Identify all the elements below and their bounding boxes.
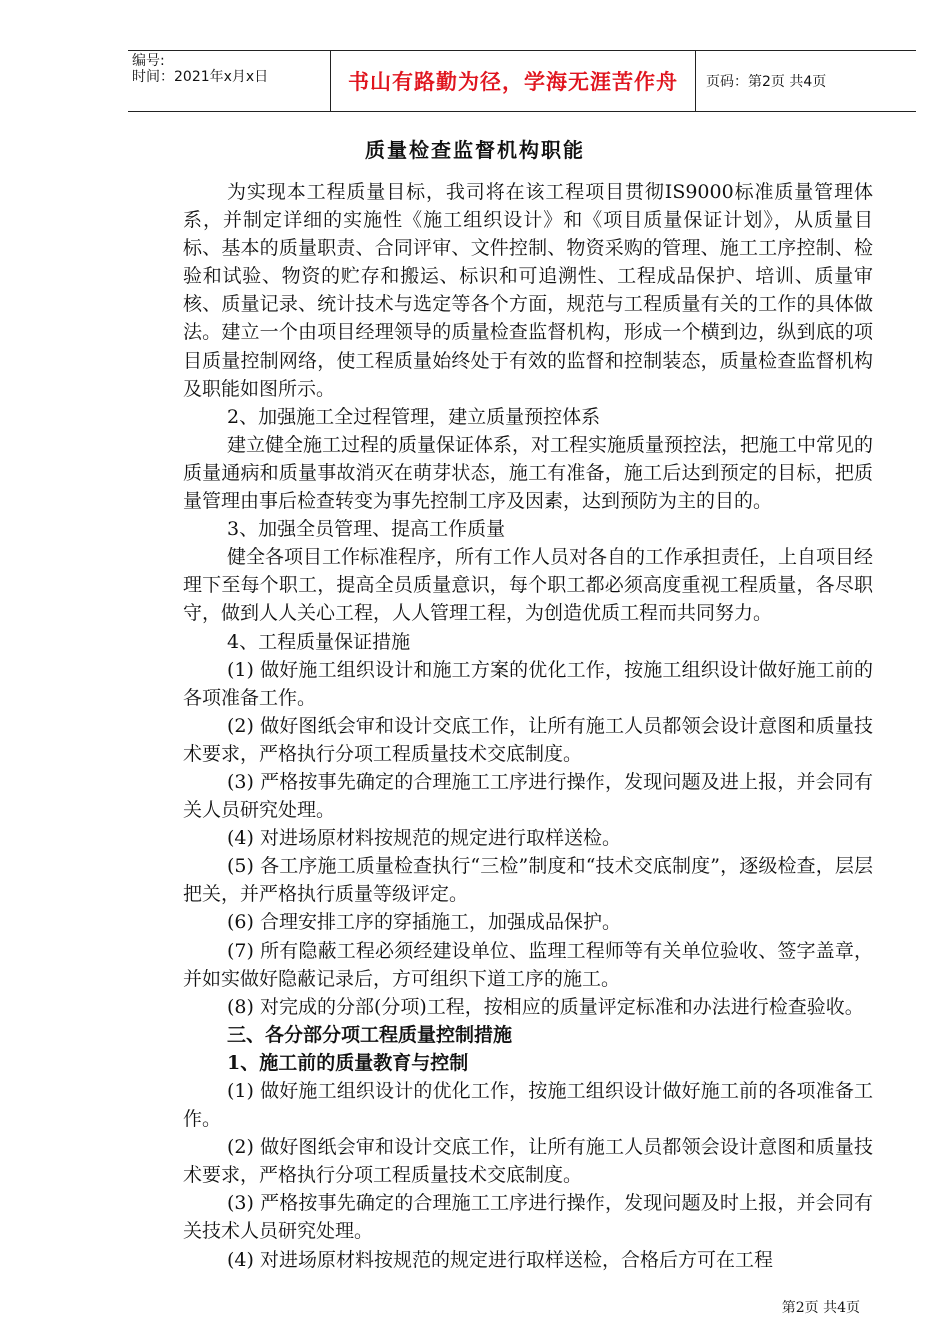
section-heading-4: 4、工程质量保证措施: [227, 630, 411, 653]
list-item: (7) 所有隐蔽工程必须经建设单位、监理工程师等有关单位验收、签字盖章，并如实做好隐蔽记录后，方可组织下道工序的施工。: [183, 939, 873, 990]
document-title: 质量检查监督机构职能: [365, 138, 585, 162]
list-item: (1) 做好施工组织设计的优化工作，按施工组织设计做好施工前的各项准备工作。: [183, 1080, 873, 1131]
header-page-info: 页码：第2页 共4页: [706, 74, 827, 90]
list-item: (3) 严格按事先确定的合理施工工序进行操作，发现问题及时上报，并会同有关技术人员研究处理。: [183, 1192, 873, 1243]
chapter-heading-3: 三、各分部分项工程质量控制措施: [227, 1023, 513, 1046]
paragraph: 健全各项目工作标准程序，所有工作人员对各自的工作承担责任，上自项目经理下至每个职工，提高全员质量意识，每个职工都必须高度重视工程质量，各尽职守，做到人人关心工程，人人管理工程，为创造优质工程而共同努力。: [183, 546, 874, 625]
document-body: [183, 178, 873, 1274]
subsection-heading-1: 1、施工前的质量教育与控制: [227, 1051, 469, 1074]
list-item: (4) 对进场原材料按规范的规定进行取样送检，合格后方可在工程: [227, 1248, 773, 1271]
paragraph-intro: 为实现本工程质量目标，我司将在该工程项目贯彻IS9000标准质量管理体系，并制定详细的实施性《施工组织设计》和《项目质量保证计划》，从质量目标、基本的质量职责、合同评审、文件控制、物资采购的管理、施工工序控制、检验和试验、物资的贮存和搬运、标识和可追溯性、工程成品保护、培训、质量审核、质量记录、统计技术与选定等各个方面，规范与工程质量有关的工作的具体做法。建立一个由项目经理领导的质量检查监督机构，形成一个横到边，纵到底的项目质量控制网络，使工程质量始终处于有效的监督和控制装态，质量检查监督机构及职能如图所示。: [183, 181, 873, 400]
list-item: (4) 对进场原材料按规范的规定进行取样送检。: [227, 827, 621, 850]
list-item: (3) 严格按事先确定的合理施工工序进行操作，发现问题及进上报，并会同有关人员研究处理。: [183, 770, 873, 822]
header-motto: 书山有路勤为径，学海无涯苦作舟: [331, 51, 696, 111]
list-item: (6) 合理安排工序的穿插施工，加强成品保护。: [227, 911, 621, 934]
paragraph: 建立健全施工过程的质量保证体系，对工程实施质量预控法，把施工中常见的质量通病和质量事故消灭在萌芽状态，施工有准备，施工后达到预定的目标，把质量管理由事后检查转变为事先控制工序及因素，达到预防为主的目的。: [183, 433, 874, 513]
document-number-label: 编号:: [132, 53, 165, 69]
section-heading-3: 3、加强全员管理、提高工作质量: [227, 518, 506, 541]
list-item: (2) 做好图纸会审和设计交底工作，让所有施工人员都领会设计意图和质量技术要求，严格执行分项工程质量技术交底制度。: [183, 714, 873, 765]
header-meta: [128, 51, 331, 111]
section-heading-2: 2、加强施工全过程管理，建立质量预控体系: [227, 405, 601, 428]
document-date: 时间：2021年x月x日: [132, 69, 269, 85]
list-item: (2) 做好图纸会审和设计交底工作，让所有施工人员都领会设计意图和质量技术要求，严格执行分项工程质量技术交底制度。: [183, 1136, 873, 1187]
list-item: (8) 对完成的分部(分项)工程，按相应的质量评定标准和办法进行检查验收。: [227, 995, 864, 1018]
page-footer: 第2页 共4页: [781, 1300, 860, 1316]
list-item: (1) 做好施工组织设计和施工方案的优化工作，按施工组织设计做好施工前的各项准备工作。: [183, 658, 873, 709]
list-item: (5) 各工序施工质量检查执行“三检”制度和“技术交底制度”，逐级检查，层层把关，并严格执行质量等级评定。: [183, 855, 873, 906]
page-header: [128, 50, 916, 112]
